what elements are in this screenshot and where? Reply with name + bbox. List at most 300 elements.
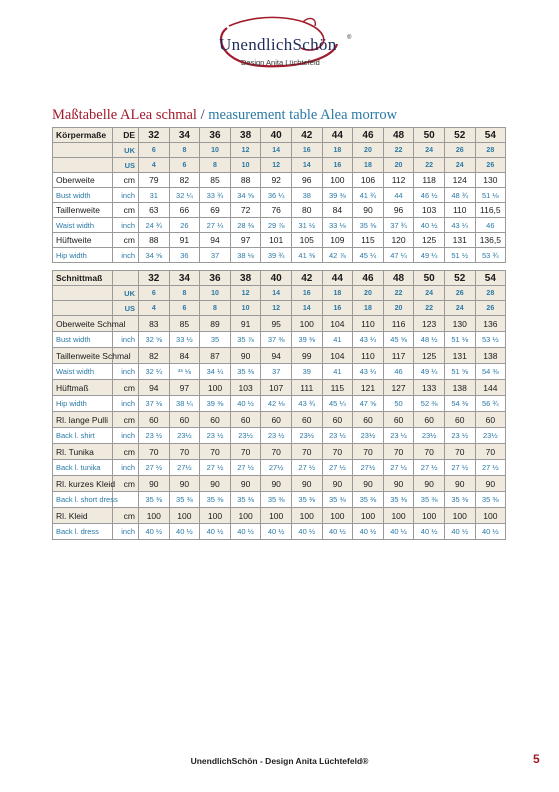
row-value: 60 xyxy=(139,412,170,428)
row-value: 23½ xyxy=(475,428,506,444)
size-de: 44 xyxy=(322,128,353,143)
row-value: 40 ½ xyxy=(475,524,506,540)
row-value: 100 xyxy=(169,508,200,524)
row-value: 84 xyxy=(169,348,200,364)
row-value: 100 xyxy=(475,508,506,524)
row-value: 23 ½ xyxy=(322,428,353,444)
row-value: 46 xyxy=(383,364,414,380)
row-value: 27 ½ xyxy=(139,460,170,476)
row-value: 46 ½ xyxy=(414,188,445,203)
row-value: 60 xyxy=(383,412,414,428)
row-label: Hüftmaß xyxy=(53,380,113,396)
size-de: 32 xyxy=(139,271,170,286)
size-de: 52 xyxy=(444,271,475,286)
page-number: 5 xyxy=(533,752,540,766)
size-de: 46 xyxy=(353,128,384,143)
row-value: 35 ⅜ xyxy=(475,492,506,508)
row-label: Taillenweite xyxy=(53,203,113,218)
size-uk: 26 xyxy=(444,286,475,301)
row-value: 40 ½ xyxy=(200,524,231,540)
row-value: 35 ⅜ xyxy=(414,492,445,508)
size-de: 50 xyxy=(414,128,445,143)
row-value: 130 xyxy=(475,173,506,188)
row-value: 49 ¼ xyxy=(414,364,445,380)
row-unit: inch xyxy=(113,524,139,540)
row-value: 23 ½ xyxy=(261,428,292,444)
row-unit: cm xyxy=(113,173,139,188)
row-value: 33 ¾ xyxy=(200,188,231,203)
row-value: 133 xyxy=(414,380,445,396)
size-us: 16 xyxy=(322,158,353,173)
row-value: 96 xyxy=(291,173,322,188)
row-value: 40 ½ xyxy=(322,524,353,540)
row-value: 103 xyxy=(414,203,445,218)
row-value: 100 xyxy=(200,508,231,524)
header-unit: DE xyxy=(113,128,139,143)
row-label: Rl. lange Pulli xyxy=(53,412,113,428)
row-value: 72 xyxy=(230,203,261,218)
row-value: 39 xyxy=(291,364,322,380)
row-value: 42 ⅞ xyxy=(322,248,353,263)
row-value: 42 ⅛ xyxy=(261,396,292,412)
row-value: 23½ xyxy=(169,428,200,444)
row-value: 88 xyxy=(139,233,170,248)
row-value: 90 xyxy=(139,476,170,492)
row-value: 29 ⅞ xyxy=(261,218,292,233)
row-value: 41 xyxy=(322,364,353,380)
table-row xyxy=(53,218,506,233)
row-value: 131 xyxy=(444,233,475,248)
row-value: 46 xyxy=(475,218,506,233)
row-value: 84 xyxy=(322,203,353,218)
row-value: 90 xyxy=(353,476,384,492)
row-value: 63 xyxy=(139,203,170,218)
size-us: 10 xyxy=(230,158,261,173)
row-value: 26 xyxy=(169,218,200,233)
row-value: 53 ¾ xyxy=(475,248,506,263)
brand-logo xyxy=(205,14,355,74)
row-value: 110 xyxy=(444,203,475,218)
row-value: 34 ⅝ xyxy=(230,188,261,203)
size-uk: 12 xyxy=(230,143,261,158)
size-uk: 24 xyxy=(414,143,445,158)
row-value: 53 ½ xyxy=(475,332,506,348)
size-us: 24 xyxy=(444,301,475,316)
row-value: 115 xyxy=(322,380,353,396)
row-value: 51 ⅛ xyxy=(444,332,475,348)
size-us: 22 xyxy=(414,301,445,316)
row-value: 37 ⅛ xyxy=(139,396,170,412)
title-english: measurement table Alea morrow xyxy=(208,107,398,123)
row-value: 40 ½ xyxy=(444,524,475,540)
row-value: 27½ xyxy=(261,460,292,476)
row-value: 100 xyxy=(322,508,353,524)
size-uk: 28 xyxy=(475,143,506,158)
row-value: 40 ½ xyxy=(414,218,445,233)
row-value: 90 xyxy=(444,476,475,492)
row-value: 70 xyxy=(383,444,414,460)
size-us: 4 xyxy=(139,158,170,173)
size-de: 32 xyxy=(139,128,170,143)
header-label xyxy=(53,301,113,316)
row-value: 70 xyxy=(353,444,384,460)
row-label: Oberweite Schmal xyxy=(53,316,113,332)
size-uk: 28 xyxy=(475,286,506,301)
row-value: 40 ½ xyxy=(169,524,200,540)
table-row xyxy=(53,492,506,508)
footer-text: UnendlichSchön - Design Anita Lüchtefeld® xyxy=(190,756,369,766)
row-value: 90 xyxy=(475,476,506,492)
row-value: 110 xyxy=(353,316,384,332)
size-de: 48 xyxy=(383,271,414,286)
row-unit: inch xyxy=(113,460,139,476)
header-row-de xyxy=(53,128,506,143)
row-value: 90 xyxy=(414,476,445,492)
row-label: Back l. short dress xyxy=(53,492,113,508)
row-value: 90 xyxy=(291,476,322,492)
row-value: 60 xyxy=(261,412,292,428)
size-de: 44 xyxy=(322,271,353,286)
row-value: 138 xyxy=(444,380,475,396)
size-uk: 8 xyxy=(169,286,200,301)
brand-first: Unendlich xyxy=(219,35,293,54)
row-label: Hüftweite xyxy=(53,233,113,248)
row-value: 35 ⅜ xyxy=(383,492,414,508)
row-value: 38 xyxy=(291,188,322,203)
size-us: 14 xyxy=(291,158,322,173)
row-value: 38 ⅛ xyxy=(230,248,261,263)
row-value: 60 xyxy=(414,412,445,428)
size-us: 4 xyxy=(139,301,170,316)
row-value: 36 ¼ xyxy=(261,188,292,203)
title-separator: / xyxy=(196,107,209,123)
row-value: 94 xyxy=(261,348,292,364)
table-row xyxy=(53,233,506,248)
row-value: 43 ¼ xyxy=(444,218,475,233)
row-value: 60 xyxy=(322,412,353,428)
row-value: 103 xyxy=(230,380,261,396)
row-value: 70 xyxy=(414,444,445,460)
row-value: 106 xyxy=(353,173,384,188)
row-value: 80 xyxy=(291,203,322,218)
row-value: 70 xyxy=(261,444,292,460)
row-value: 90 xyxy=(230,348,261,364)
row-value: 31 xyxy=(139,188,170,203)
row-unit: inch xyxy=(113,428,139,444)
table-row xyxy=(53,173,506,188)
row-value: 115 xyxy=(353,233,384,248)
row-label: Waist width xyxy=(53,364,113,380)
size-us: 12 xyxy=(261,301,292,316)
row-unit: cm xyxy=(113,412,139,428)
row-value: 90 xyxy=(230,476,261,492)
table-row xyxy=(53,444,506,460)
row-value: 35 ⅜ xyxy=(139,492,170,508)
row-value: 43 ¼ xyxy=(353,332,384,348)
row-value: 90 xyxy=(169,476,200,492)
row-value: 100 xyxy=(291,316,322,332)
row-value: 40 ½ xyxy=(353,524,384,540)
size-de: 54 xyxy=(475,271,506,286)
row-value: 90 xyxy=(353,203,384,218)
table-row xyxy=(53,396,506,412)
row-value: 101 xyxy=(261,233,292,248)
row-label: Back l. shirt xyxy=(53,428,113,444)
row-value: 117 xyxy=(383,348,414,364)
row-value: 35 ⅞ xyxy=(230,332,261,348)
size-de: 38 xyxy=(230,271,261,286)
row-value: 40 ½ xyxy=(261,524,292,540)
row-value: 107 xyxy=(261,380,292,396)
row-value: 24 ¾ xyxy=(139,218,170,233)
row-value: 37 xyxy=(200,248,231,263)
header-label xyxy=(53,286,113,301)
row-value: 60 xyxy=(444,412,475,428)
size-de: 42 xyxy=(291,271,322,286)
row-value: 28 ⅜ xyxy=(230,218,261,233)
row-unit: inch xyxy=(113,218,139,233)
row-value: 100 xyxy=(200,380,231,396)
table-row xyxy=(53,380,506,396)
table-row xyxy=(53,203,506,218)
header-label: Schnittmaß xyxy=(53,271,113,286)
row-label: Taillenweite Schmal xyxy=(53,348,113,364)
row-value: 110 xyxy=(353,348,384,364)
row-value: 45 ¼ xyxy=(353,248,384,263)
title-german: Maßtabelle ALea schmal xyxy=(52,107,197,123)
row-value: 85 xyxy=(200,173,231,188)
row-label: Bust width xyxy=(53,332,113,348)
size-uk: 16 xyxy=(291,286,322,301)
row-unit: cm xyxy=(113,444,139,460)
row-value: 34 ⅝ xyxy=(139,248,170,263)
size-de: 48 xyxy=(383,128,414,143)
row-value: 33 ½ xyxy=(169,332,200,348)
row-unit: inch xyxy=(113,364,139,380)
row-value: 70 xyxy=(230,444,261,460)
size-us: 20 xyxy=(383,301,414,316)
row-value: 130 xyxy=(444,316,475,332)
size-us: 16 xyxy=(322,301,353,316)
row-label: Rl. kurzes Kleid xyxy=(53,476,113,492)
row-value: 97 xyxy=(169,380,200,396)
size-de: 36 xyxy=(200,271,231,286)
row-value: 47 ¼ xyxy=(383,248,414,263)
row-value: 56 ¾ xyxy=(475,396,506,412)
row-value: 32 ¼ xyxy=(169,188,200,203)
row-value: 23½ xyxy=(291,428,322,444)
row-value: 33 ⅛ xyxy=(322,218,353,233)
row-value: 39 ⅜ xyxy=(200,396,231,412)
row-value: 131 xyxy=(444,348,475,364)
size-uk: 18 xyxy=(322,143,353,158)
row-value: 27 ½ xyxy=(475,460,506,476)
row-value: 87 xyxy=(200,348,231,364)
row-value: 27 ½ xyxy=(414,460,445,476)
row-value: 76 xyxy=(261,203,292,218)
row-value: 40 ½ xyxy=(291,524,322,540)
size-de: 50 xyxy=(414,271,445,286)
row-value: 100 xyxy=(383,508,414,524)
row-value: 23½ xyxy=(353,428,384,444)
row-value: 32 ¼ xyxy=(139,364,170,380)
table-row xyxy=(53,364,506,380)
size-uk: 22 xyxy=(383,143,414,158)
row-value: 70 xyxy=(169,444,200,460)
size-uk: 20 xyxy=(353,143,384,158)
row-value: 105 xyxy=(291,233,322,248)
row-label: Back l. dress xyxy=(53,524,113,540)
row-value: 23½ xyxy=(230,428,261,444)
row-value: 27 ½ xyxy=(200,460,231,476)
table-row xyxy=(53,476,506,492)
row-value: 50 xyxy=(383,396,414,412)
row-value: 40 ½ xyxy=(230,396,261,412)
row-value: 23 ½ xyxy=(139,428,170,444)
row-value: 89 xyxy=(200,316,231,332)
row-value: 100 xyxy=(414,508,445,524)
row-value: 40 ½ xyxy=(230,524,261,540)
row-value: 41 ⅜ xyxy=(291,248,322,263)
row-value: 125 xyxy=(414,233,445,248)
size-uk: 22 xyxy=(383,286,414,301)
row-value: 47 ⅝ xyxy=(353,396,384,412)
row-value: 90 xyxy=(322,476,353,492)
row-value: 32 ⅝ xyxy=(139,332,170,348)
table-row xyxy=(53,332,506,348)
row-value: 90 xyxy=(200,476,231,492)
row-value: 127 xyxy=(383,380,414,396)
row-value: 116,5 xyxy=(475,203,506,218)
row-value: ³³ ⅛ xyxy=(169,364,200,380)
row-value: 35 ⅜ xyxy=(353,492,384,508)
header-label: Körpermaße xyxy=(53,128,113,143)
size-de: 36 xyxy=(200,128,231,143)
row-value: 35 ⅜ xyxy=(291,492,322,508)
size-de: 52 xyxy=(444,128,475,143)
row-value: 70 xyxy=(322,444,353,460)
row-value: 27½ xyxy=(169,460,200,476)
size-uk: 10 xyxy=(200,143,231,158)
row-value: 51 ⅝ xyxy=(444,364,475,380)
row-value: 27 ½ xyxy=(322,460,353,476)
row-label: Hip width xyxy=(53,248,113,263)
size-uk: 6 xyxy=(139,143,170,158)
row-value: 70 xyxy=(444,444,475,460)
row-value: 27 ½ xyxy=(383,460,414,476)
size-us: 8 xyxy=(200,301,231,316)
row-value: 100 xyxy=(353,508,384,524)
row-value: 124 xyxy=(444,173,475,188)
row-value: 35 ⅜ xyxy=(444,492,475,508)
row-value: 52 ⅜ xyxy=(414,396,445,412)
size-de: 54 xyxy=(475,128,506,143)
size-uk: 20 xyxy=(353,286,384,301)
row-value: 49 ¼ xyxy=(414,248,445,263)
row-label: Back l. tunika xyxy=(53,460,113,476)
size-uk: 12 xyxy=(230,286,261,301)
size-us: 24 xyxy=(444,158,475,173)
row-value: 109 xyxy=(322,233,353,248)
row-value: 35 ⅜ xyxy=(230,364,261,380)
row-label: Rl. Kleid xyxy=(53,508,113,524)
size-us: 8 xyxy=(200,158,231,173)
row-value: 23½ xyxy=(414,428,445,444)
row-value: 35 ⅜ xyxy=(169,492,200,508)
size-uk: 6 xyxy=(139,286,170,301)
row-value: 136 xyxy=(475,316,506,332)
brand-tagline: Design Anita Lüchtefeld xyxy=(241,58,320,67)
row-value: 27 ½ xyxy=(230,460,261,476)
header-row-de xyxy=(53,271,506,286)
size-us: 26 xyxy=(475,158,506,173)
header-row-uk xyxy=(53,286,506,301)
brand-second: Schön xyxy=(292,35,337,54)
row-value: 92 xyxy=(261,173,292,188)
row-value: 40 ½ xyxy=(414,524,445,540)
row-value: 60 xyxy=(475,412,506,428)
row-value: 41 xyxy=(322,332,353,348)
body-measurements-table xyxy=(52,127,506,263)
size-de: 40 xyxy=(261,128,292,143)
header-row-uk xyxy=(53,143,506,158)
size-us: 6 xyxy=(169,301,200,316)
size-us: 22 xyxy=(414,158,445,173)
page-title xyxy=(52,107,397,124)
brand-name xyxy=(219,35,337,55)
size-de: 34 xyxy=(169,128,200,143)
row-value: 34 ¼ xyxy=(200,364,231,380)
row-unit: cm xyxy=(113,233,139,248)
header-row-us xyxy=(53,301,506,316)
table-row xyxy=(53,412,506,428)
row-value: 31 ½ xyxy=(291,218,322,233)
row-value: 35 xyxy=(200,332,231,348)
row-value: 37 ⅜ xyxy=(261,332,292,348)
table-row xyxy=(53,348,506,364)
row-value: 96 xyxy=(383,203,414,218)
row-value: 100 xyxy=(139,508,170,524)
row-value: 88 xyxy=(230,173,261,188)
size-de: 34 xyxy=(169,271,200,286)
size-us: 26 xyxy=(475,301,506,316)
row-value: 39 ⅜ xyxy=(322,188,353,203)
row-value: 35 ⅜ xyxy=(353,218,384,233)
row-value: 118 xyxy=(414,173,445,188)
row-value: 45 ¼ xyxy=(322,396,353,412)
row-value: 69 xyxy=(200,203,231,218)
row-value: 38 ¼ xyxy=(169,396,200,412)
header-unit: UK xyxy=(113,286,139,301)
row-value: 100 xyxy=(291,508,322,524)
size-uk: 24 xyxy=(414,286,445,301)
row-value: 123 xyxy=(414,316,445,332)
table-row xyxy=(53,460,506,476)
row-value: 104 xyxy=(322,316,353,332)
row-value: 35 ⅜ xyxy=(322,492,353,508)
row-value: 35 ⅜ xyxy=(200,492,231,508)
size-uk: 16 xyxy=(291,143,322,158)
table-row xyxy=(53,428,506,444)
row-value: 39 ¾ xyxy=(261,248,292,263)
row-value: 54 ⅜ xyxy=(475,364,506,380)
row-value: 95 xyxy=(261,316,292,332)
row-value: 35 ⅜ xyxy=(230,492,261,508)
row-value: 91 xyxy=(230,316,261,332)
size-de: 46 xyxy=(353,271,384,286)
row-value: 39 ⅜ xyxy=(291,332,322,348)
row-value: 44 xyxy=(383,188,414,203)
